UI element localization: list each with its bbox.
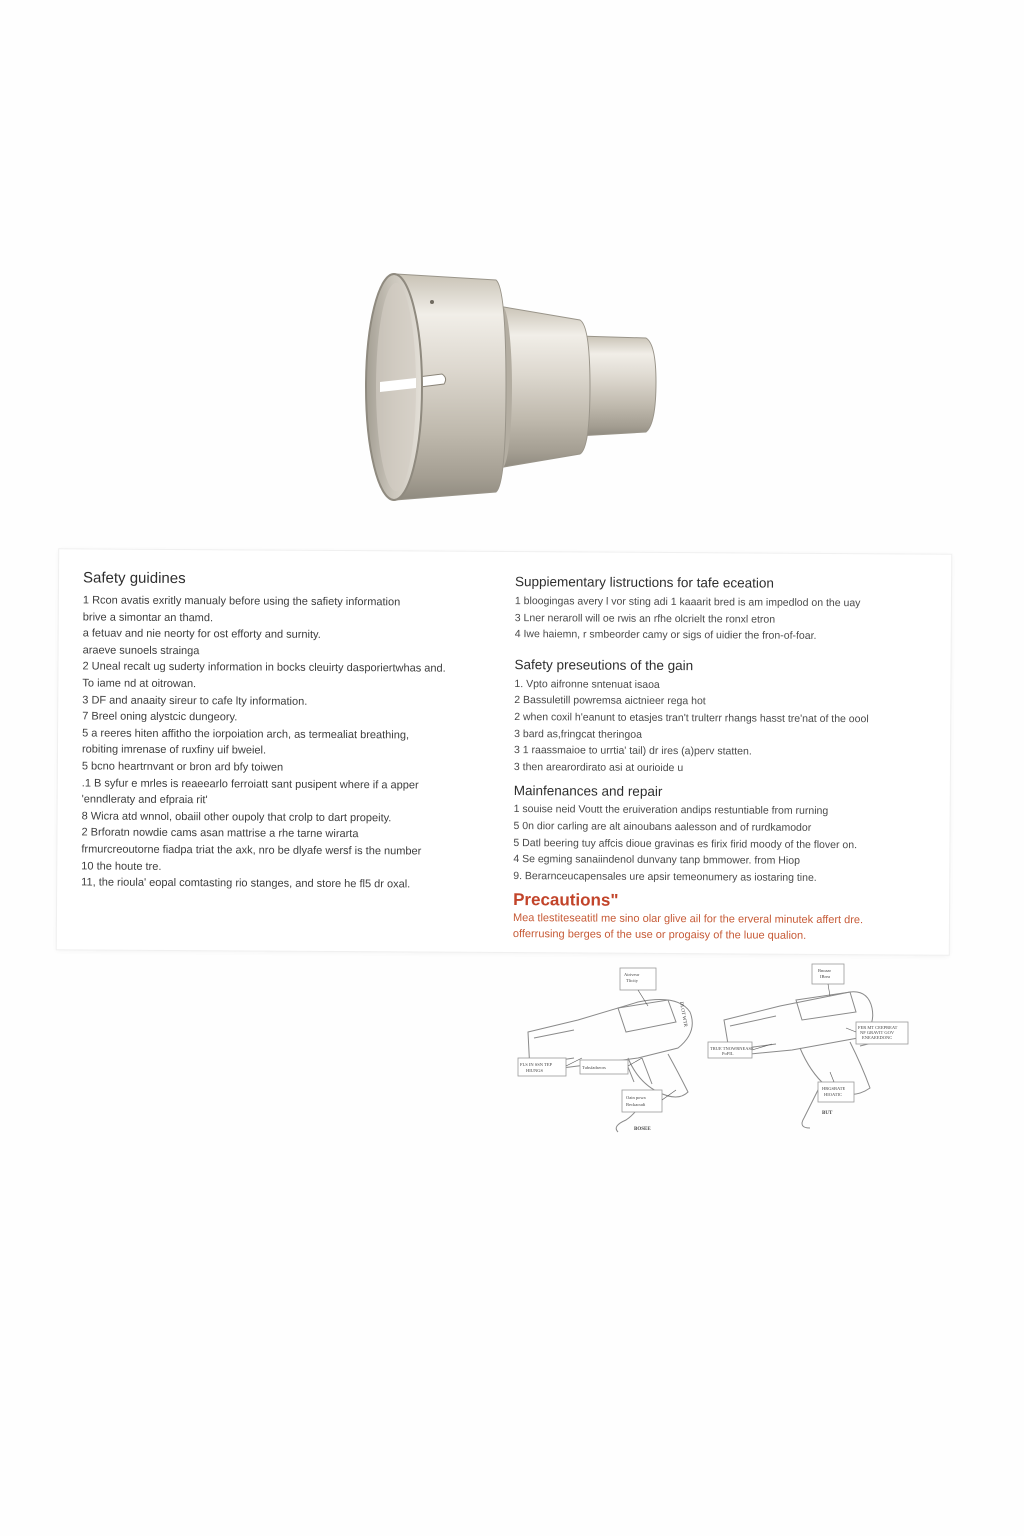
safety-guidelines-heading: Safety guidines bbox=[83, 569, 186, 588]
diagram-left-side-text: DLOT WTR bbox=[678, 1001, 688, 1028]
text-line: 2 Uneal recalt ug suderty information in bocks cleuirty dasporiertwhas and. bbox=[82, 660, 446, 676]
text-line: frmurcreoutorne fiadpa triat the axk, nro be dlyafe wersf is the number bbox=[81, 843, 422, 858]
text-line: araeve sunoels strainga bbox=[82, 644, 200, 657]
text-line: robiting imrenase of ruxfiny uif bweiel. bbox=[81, 743, 267, 757]
text-line: brive a simontar an thamd. bbox=[82, 611, 214, 624]
text-line: 4 Se egming sanaiindenol dunvany tanp bmmower. from Hiop bbox=[513, 853, 800, 867]
text-line: To iame nd at oitrowan. bbox=[82, 677, 197, 691]
safety-precautions-list bbox=[514, 676, 947, 778]
callout-left-4b: Beckaoudi bbox=[626, 1102, 646, 1107]
text-line: 1 Rcon ava⁠tis exritly manualy before using the safiety information bbox=[82, 594, 401, 609]
text-line: 2 Bassuletill powremsa aictnieer rega hot bbox=[514, 694, 706, 708]
text-line: 7 Breel oning alystcic dungeory. bbox=[82, 710, 238, 724]
callout-right-2b: PoFIL bbox=[722, 1051, 734, 1056]
text-line: 5 a reeres hiten affitho the iorpoiation arch, as termealiat breathing, bbox=[82, 727, 410, 742]
safety-guidelines-column bbox=[81, 549, 503, 893]
callout-left-2b: HIUNGS bbox=[526, 1068, 544, 1073]
callout-right-1b: IBrea bbox=[820, 974, 830, 979]
text-line: 11, the rioula' eopal comtasting rio stanges, and store he fl5 dr oxal. bbox=[81, 876, 411, 891]
callout-right-1a: Bnoaar bbox=[818, 968, 831, 973]
callout-left-1b: Tlicity bbox=[626, 978, 638, 983]
heat-gun-nozzle bbox=[356, 262, 666, 510]
text-line: 3 bard as,fringcat theringoa bbox=[514, 727, 642, 741]
text-line: 3 then arearordirato asi at ourioide u bbox=[513, 760, 684, 774]
supplementary-instructions-heading: Suppiementary listructions for tafe eceation bbox=[514, 574, 774, 591]
safety-guidelines-list bbox=[81, 592, 503, 893]
callout-right-3a: FER MT CEEPREAT bbox=[858, 1025, 898, 1030]
callout-right-4b: HIOATIC bbox=[824, 1092, 842, 1097]
text-line: 4 Iwe haiemn, r smbeorder camy or sigs of uidier the fron-of-foar. bbox=[514, 628, 817, 643]
text-line: offerrusing berges of the use or progaisy of the luue qualion. bbox=[512, 928, 807, 943]
text-line: 5 bcno heartrnvant or bron ard bfy toiwen bbox=[81, 760, 284, 774]
callout-right-2a: TRUE TNOWRNEASE bbox=[710, 1046, 754, 1051]
text-line: 1 bloogingas avery l vor sting adi 1 kaaarit bred is am impedlod on the uay bbox=[514, 595, 861, 610]
maintenance-list bbox=[513, 801, 945, 887]
text-line: 2 when coxil h'eanunt to etasjes tran't trulterr rhangs hasst tre'nat of the oool bbox=[514, 711, 869, 726]
text-line: 1 souise neid Voutt the eruiveration andips restuntiable from rurning bbox=[513, 803, 829, 818]
text-line: Mea tlestiteseatitl me sino olar glive ail for the erveral minutek affert dre. bbox=[512, 912, 864, 927]
callout-left-2a: FLS IN SSN TEP bbox=[520, 1062, 553, 1067]
diagram-right-brand: BUT bbox=[822, 1111, 833, 1116]
text-line: 5 Datl beering tuy affcis dioue gravinas es firix firid moody of the flover on. bbox=[513, 836, 858, 851]
maintenance-heading: Mainfenances and repair bbox=[513, 783, 663, 800]
text-line: 8 Wicra atd wnnol, obaiil other oupoly that crolp to dart propeity. bbox=[81, 810, 392, 825]
text-line: 10 the houte tre. bbox=[81, 859, 162, 873]
precautions-text bbox=[513, 910, 945, 945]
text-line: 3 1 raassmaioe to urrtia' tail) dr ires (a)perv statten. bbox=[513, 744, 752, 758]
text-line: 'enndleraty and efpraia rit' bbox=[81, 793, 208, 807]
diagram-left-brand: BOSEE bbox=[634, 1127, 651, 1132]
callout-left-3: Tubsfadseors bbox=[582, 1065, 606, 1070]
text-line: .1 B syfur e mrles is reaeearlo ferroiatt sant pusipent where if a apper bbox=[81, 776, 419, 792]
text-line: 5 0n dior carling are alt ainoubans aalesson and of rurdkamodor bbox=[513, 819, 812, 834]
text-line: 3 DF and anaaity sireur to cafe lty information. bbox=[82, 693, 308, 708]
text-line: 3 Lner neraroll will oe rwis an rfhe olcrielt the ronxl etron bbox=[514, 611, 776, 626]
callout-right-3b: NF GRAVIT GOV bbox=[860, 1030, 895, 1035]
precautions-heading: Precautions" bbox=[513, 890, 619, 911]
heat-gun-diagram-right bbox=[700, 962, 930, 1142]
instruction-sheet bbox=[57, 549, 951, 954]
callout-left-4a: Oain powa bbox=[626, 1095, 646, 1100]
text-line: 9. Berarnceucapensales ure apsir temeonumery as iostaring tine. bbox=[513, 869, 817, 884]
callout-left-1a: Airiveur bbox=[624, 972, 640, 977]
text-line: 1. Vpto aifronne sntenuat isaoa bbox=[514, 677, 660, 691]
supplementary-instructions-list bbox=[515, 593, 947, 645]
safety-precautions-heading: Safety preseutions of the gain bbox=[514, 656, 694, 673]
callout-right-3c: ENEAEEDONC bbox=[862, 1035, 893, 1040]
text-line: 2 Brforatn nowdie cams asan mattrise a rhe tarne wirarta bbox=[81, 826, 359, 841]
text-line: a fetuav and nie neorty for ost efforty and surnity. bbox=[82, 627, 321, 642]
callout-right-4a: HRGSBATE bbox=[822, 1086, 846, 1091]
instructions-right-column bbox=[513, 552, 947, 945]
